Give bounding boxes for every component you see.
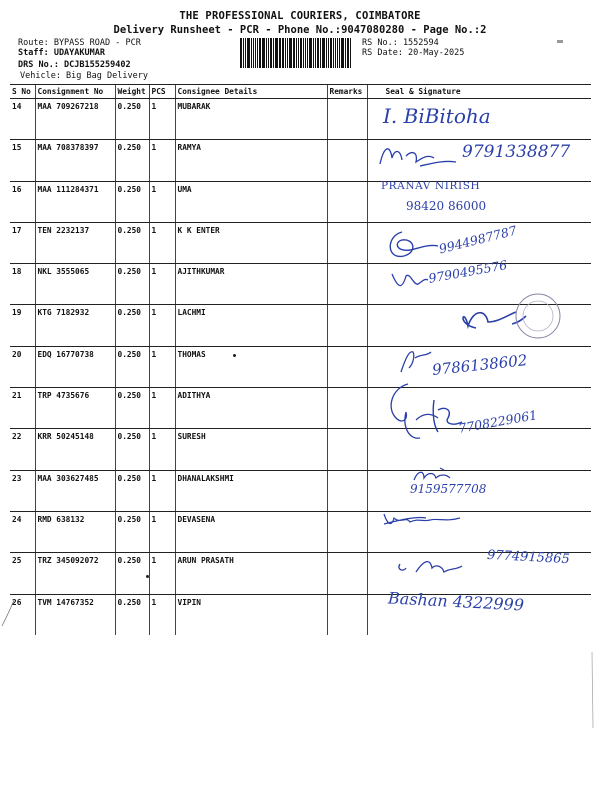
barcode-bar [287,38,288,68]
pcs-cell: 1 [149,140,175,181]
barcode-bar [285,38,286,68]
barcode-bar [328,38,329,68]
signature-scribble [384,226,444,264]
sno-cell: 15 [10,140,35,181]
weight-cell: 0.250 [115,99,149,140]
barcode-bar [262,38,265,68]
weight-cell: 0.250 [115,470,149,511]
consignee-cell: RAMYA [175,140,327,181]
ink-mark [233,354,236,357]
runsheet-subtitle: Delivery Runsheet - PCR - Phone No.:9047080280 - Page No.:2 [113,24,487,36]
handwritten-phone: 9790495576 [427,257,509,286]
consignee-cell: ARUN PRASATH [175,553,327,594]
consignment-cell: MAA 708378397 [35,140,115,181]
remarks-cell [327,181,367,222]
consignment-cell: KRR 50245148 [35,429,115,470]
barcode-bar [279,38,280,68]
weight-cell: 0.250 [115,181,149,222]
handwritten-phone: 9944987787 [437,222,519,257]
remarks-cell [327,99,367,140]
drs-number: DRS No.: DCJB155259402 [18,60,131,70]
signature-scribble [395,346,435,376]
remarks-cell [327,470,367,511]
remarks-cell [327,594,367,635]
table-row [10,429,591,470]
barcode-bar [339,38,340,68]
table-row [10,99,591,140]
barcode-bar [337,38,338,68]
col-pcs: PCS [149,85,175,99]
pcs-cell: 1 [149,181,175,222]
pcs-cell: 1 [149,511,175,552]
consignee-cell: THOMAS [175,346,327,387]
remarks-cell [327,140,367,181]
pcs-cell: 1 [149,346,175,387]
sno-cell: 18 [10,264,35,305]
rs-date: RS Date: 20-May-2025 [362,48,465,58]
consignment-cell: EDQ 16770738 [35,346,115,387]
consignment-cell: TRZ 345092072 [35,553,115,594]
handwritten-signature: Bashan 4322999 [387,588,525,615]
pcs-cell: 1 [149,553,175,594]
consignee-cell: DEVASENA [175,511,327,552]
barcode-bar [298,38,299,68]
consignment-cell: NKL 3555065 [35,264,115,305]
col-consignee: Consignee Details [175,85,327,99]
barcode-bar [303,38,304,68]
barcode-bar [307,38,309,68]
remarks-cell [327,388,367,429]
ink-mark [557,40,563,43]
consignee-cell: UMA [175,181,327,222]
consignment-cell: RMD 638132 [35,511,115,552]
table-row [10,511,591,552]
signature-scribble [388,268,432,294]
ink-mark [0,598,20,628]
handwritten-phone: 9791338877 [462,142,571,162]
sno-cell: 17 [10,222,35,263]
barcode-bar [245,38,246,68]
handwritten-phone: 9786138602 [431,351,529,379]
barcode-bar [326,38,327,68]
seal-stamp [446,288,572,348]
barcode-bar [347,38,349,68]
sno-cell: 20 [10,346,35,387]
barcode-bar [280,38,281,68]
barcode-bar [247,38,250,68]
weight-cell: 0.250 [115,305,149,346]
pcs-cell: 1 [149,470,175,511]
remarks-cell [327,511,367,552]
barcode-bar [289,38,292,68]
barcode-bar [251,38,252,68]
pcs-cell: 1 [149,99,175,140]
consignment-cell: TVM 14767352 [35,594,115,635]
sno-cell: 24 [10,511,35,552]
weight-cell: 0.250 [115,140,149,181]
barcode-bar [345,38,346,68]
sno-cell: 16 [10,181,35,222]
col-sno: S No [10,85,35,99]
weight-cell: 0.250 [115,511,149,552]
barcode-bar [309,38,312,68]
col-weight: Weight [115,85,149,99]
barcode-bar [282,38,284,68]
barcode-bar [305,38,306,68]
weight-cell: 0.250 [115,264,149,305]
sno-cell: 23 [10,470,35,511]
signature-scribble [376,140,462,170]
remarks-cell [327,429,367,470]
table-row [10,470,591,511]
barcode-bar [253,38,255,68]
barcode-bar [240,38,242,68]
signature-scribble [380,508,470,530]
rs-number: RS No.: 1552594 [362,38,439,48]
remarks-cell [327,222,367,263]
barcode-bar [243,38,244,68]
pcs-cell: 1 [149,388,175,429]
col-signature: Seal & Signature [367,85,591,99]
barcode-bar [270,38,272,68]
barcode-bar [341,38,344,68]
sno-cell: 14 [10,99,35,140]
barcode-bar [273,38,274,68]
consignee-cell: MUBARAK [175,99,327,140]
pcs-cell: 1 [149,305,175,346]
barcode-bar [350,38,351,68]
pcs-cell: 1 [149,264,175,305]
barcode-bar [266,38,267,68]
barcode-bar [296,38,297,68]
route-label: Route: BYPASS ROAD - PCR [18,38,141,48]
vehicle-label: Vehicle: Big Bag Delivery [20,71,148,81]
barcode-bar [293,38,295,68]
barcode-bar [259,38,261,68]
handwritten-signature: I. BiBitoha [383,104,491,128]
consignment-cell: TRP 4735676 [35,388,115,429]
staff-label: Staff: UDAYAKUMAR [18,48,105,58]
consignment-cell: TEN 2232137 [35,222,115,263]
weight-cell: 0.250 [115,553,149,594]
weight-cell: 0.250 [115,346,149,387]
consignment-cell: MAA 303627485 [35,470,115,511]
barcode-bar [257,38,258,68]
barcode-bar [333,38,334,68]
remarks-cell [327,553,367,594]
consignee-cell: SURESH [175,429,327,470]
barcode-bar [317,38,319,68]
barcode [240,38,352,68]
weight-cell: 0.250 [115,388,149,429]
weight-cell: 0.250 [115,429,149,470]
remarks-cell [327,305,367,346]
consignee-cell: DHANALAKSHMI [175,470,327,511]
sno-cell: 19 [10,305,35,346]
handwritten-phone: 7708229061 [457,407,539,436]
barcode-bar [322,38,325,68]
pcs-cell: 1 [149,594,175,635]
consignee-cell: AJITHKUMAR [175,264,327,305]
barcode-bar [268,38,269,68]
handwritten-phone: 98420 86000 [406,199,487,213]
barcode-bar [315,38,316,68]
handwritten-phone: 9159577708 [410,482,487,496]
ink-mark [588,650,598,730]
barcode-bar [320,38,321,68]
sno-cell: 25 [10,553,35,594]
signature-scribble [394,554,474,578]
col-consignment: Consignment No [35,85,115,99]
handwritten-phone: 9774915865 [486,547,571,568]
weight-cell: 0.250 [115,222,149,263]
consignee-cell: K K ENTER [175,222,327,263]
table-header-row [10,85,591,99]
barcode-bar [255,38,256,68]
consignment-cell: MAA 709267218 [35,99,115,140]
pcs-cell: 1 [149,429,175,470]
barcode-bar [300,38,302,68]
weight-cell: 0.250 [115,594,149,635]
barcode-bar [330,38,332,68]
company-title: THE PROFESSIONAL COURIERS, COIMBATORE [179,10,421,22]
consignment-cell: KTG 7182932 [35,305,115,346]
remarks-cell [327,346,367,387]
barcode-bar [275,38,278,68]
consignee-cell: VIPIN [175,594,327,635]
sno-cell: 26 [12,597,22,607]
ink-mark [146,575,149,578]
consignment-cell: MAA 111284371 [35,181,115,222]
sno-cell: 22 [10,429,35,470]
consignee-cell: LACHMI [175,305,327,346]
table-row [10,181,591,222]
pcs-cell: 1 [149,222,175,263]
consignee-cell: ADITHYA [175,388,327,429]
col-remarks: Remarks [327,85,367,99]
remarks-cell [327,264,367,305]
sno-cell: 21 [10,388,35,429]
handwritten-name: PRANAV NIRISH [381,180,481,192]
barcode-bar [335,38,337,68]
barcode-bar [313,38,314,68]
